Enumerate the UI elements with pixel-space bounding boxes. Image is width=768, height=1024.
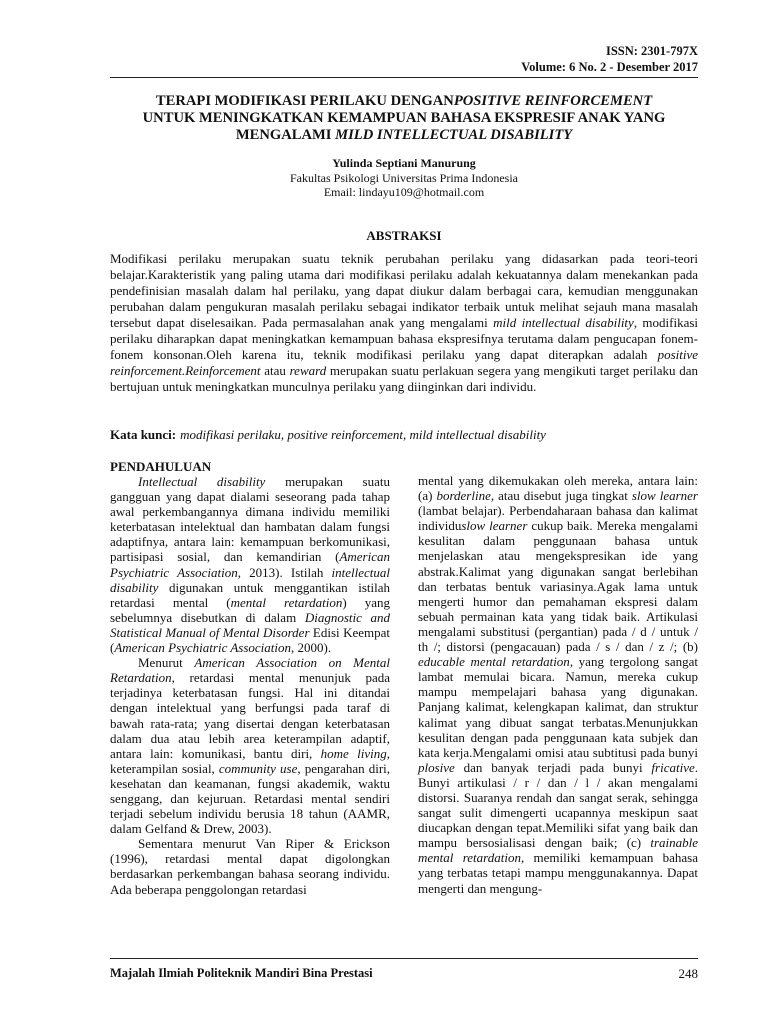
right-column [418, 473, 698, 896]
title-line1: TERAPI MODIFIKASI PERILAKU DENGAN [155, 93, 454, 109]
left-column [110, 459, 390, 897]
section-heading: PENDAHULUAN [110, 459, 212, 474]
author-affiliation: Fakultas Psikologi Universitas Prima Indonesia [290, 170, 518, 185]
keywords-value: modifikasi perilaku, positive reinforcement, mild intellectual disability [180, 427, 546, 442]
author-email: Email: lindayu109@hotmail.com [323, 185, 485, 199]
issn-block [521, 44, 698, 75]
title-line1-italic: POSITIVE REINFORCEMENT [453, 93, 653, 109]
paragraph: Sementara menurut Van Riper & Erickson (1996), retardasi mental dapat digolongkan berdasarkan perkembangan bahasa seorang individu. Ada beberapa penggolongan retardasi [110, 836, 390, 897]
paragraph: Intellectual disability merupakan suatu gangguan yang dapat dialami seseorang pada tahap awal perkembangannya dimana individu memiliki keterbatasan intelektual dan hambatan dalam fungsi adaptifnya, antara lain: kemampuan berkomunikasi, partisipasi sosial, dan kemandirian (American Psychiatric Association, 2013). Istilah intellectual disability digunakan untuk menggantikan istilah retardasi mental (mental retardation) yang sebelumnya disebutkan di dalam Diagnostic and Statistical Manual of Mental Disorder Edisi Keempat (American Psychiatric Association, 2000). [110, 474, 390, 656]
footer [110, 966, 698, 982]
paper-title [110, 93, 698, 144]
author-block [110, 156, 698, 200]
paragraph: mental yang dikemukakan oleh mereka, antara lain: (a) borderline, atau disebut juga tingkat slow learner (lambat belajar). Perbendaharaan bahasa dan kalimat individuslow learner cukup baik. Mereka mengalami kesulitan dalam penggunaan bahasa untuk menjelaskan atau mengekspresikan ide yang abstrak.Kalimat yang digunakan sangat berlebihan dan terbatas bentuk variasinya.Agak lama untuk mengerti humor dan pemahaman ekspresi dalam sebuah permainan kata yang tidak baik. Artikulasi mengalami substitusi (pergantian) pada / d / untuk / th /; distorsi (pengacauan) pada / s / dan / z /; (b) educable mental retardation, yang tergolong sangat lambat memulai bicara. Namun, mereka cukup mampu mempelajari bahasa yang digunakan. Panjang kalimat, kelengkapan kalimat, dan struktur kalimat yang dibuat sangat terbatas.Menunjukkan kesulitan dengan pada penggunaan kata subjek dan kata kerja.Mengalami omisi atau subtitusi pada bunyi plosive dan banyak terjadi pada bunyi fricative. Bunyi artikulasi / r / dan / l / akan mengalami distorsi. Suaranya rendah dan sangat serak, sehingga sangat sulit dimengerti ucapannya meskipun saat diucapkan dengan tepat.Memiliki sifat yang baik dan mampu bersosialisasi dengan baik; (c) trainable mental retardation, memiliki kemampuan bahasa yang terbatas tetapi mampu menggunakannya. Dapat mengerti dan mengung- [418, 473, 699, 896]
paragraph: Menurut American Association on Mental Retardation, retardasi mental menunjuk pada terjadinya keterbatasan fungsi. Hal ini ditandai dengan intelektual yang berfungsi pada taraf di bawah rata-rata; yang disertai dengan keterbatasan dalam dua atau lebih area keterampilan adaptif, antara lain: komunikasi, bantu diri, home living, keterampilan sosial, community use, pengarahan diri, kesehatan dan keamanan, fungsi akademik, waktu senggang, dan kejuruan. Retardasi mental sendiri terjadi sebelum individu berusia 18 tahun (AAMR, dalam Gelfand & Drew, 2003). [110, 655, 391, 837]
issn: ISSN: 2301-797X [605, 44, 698, 58]
author-name: Yulinda Septiani Manurung [332, 156, 476, 170]
journal-name: Majalah Ilmiah Politeknik Mandiri Bina Prestasi [110, 966, 373, 980]
title-line2: UNTUK MENINGKATKAN KEMAMPUAN BAHASA EKSPRESIF ANAK YANG [142, 110, 666, 126]
header-rule [110, 77, 698, 78]
keywords-label: Kata kunci: [110, 427, 177, 442]
abstract-text: Modifikasi perilaku merupakan suatu teknik perubahan perilaku yang didasarkan pada teori-teori belajar.Karakteristik yang paling utama dari modifikasi perilaku adalah kekuatannya dalam menekankan pada pendefinisian masalah dalam hal perilaku, yang dapat diukur dalam berbagai cara, kemudian menggunakan perubahan dalam pengukuran masalah perilaku sebagai indikator terbaik untuk melihat sejauh mana masalah tersebut dapat diselesaikan. Pada permasalahan anak yang mengalami mild intellectual disability, modifikasi perilaku diharapkan dapat meningkatkan kemampuan bahasa ekspresifnya terutama dalam pengucapan fonem-fonem konsonan.Oleh karena itu, teknik modifikasi perilaku yang dapat diterapkan adalah positive reinforcement.Reinforcement atau reward merupakan suatu perlakuan segera yang mengikuti target perilaku dan bertujuan untuk meningkatkan munculnya perilaku yang diinginkan dari individu. [110, 251, 699, 394]
footer-rule [110, 958, 698, 959]
title-line3-italic: MILD INTELLECTUAL DISABILITY [335, 127, 573, 143]
volume: Volume: 6 No. 2 - Desember 2017 [521, 59, 698, 74]
abstract-heading: ABSTRAKSI [366, 228, 442, 243]
page-number: 248 [678, 966, 698, 981]
keywords [110, 427, 698, 443]
title-line3: MENGALAMI [235, 127, 336, 143]
